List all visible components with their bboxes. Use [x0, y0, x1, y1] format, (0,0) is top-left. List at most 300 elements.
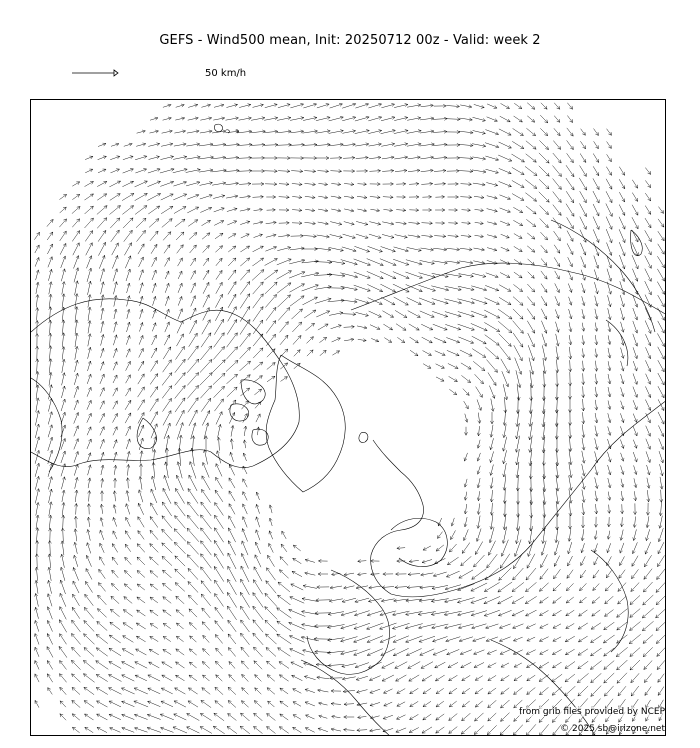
wind-arrow	[98, 595, 107, 605]
wind-arrow	[435, 558, 446, 563]
wind-arrow	[656, 582, 666, 593]
wind-arrow	[633, 400, 637, 410]
wind-arrow	[591, 648, 602, 656]
wind-arrow	[100, 439, 104, 448]
wind-arrow	[34, 232, 39, 239]
wind-arrow	[595, 349, 598, 358]
wind-arrow	[152, 257, 157, 266]
wind-arrow	[304, 235, 317, 238]
wind-arrow	[475, 209, 484, 212]
wind-arrow	[305, 183, 316, 186]
wind-arrow	[474, 555, 485, 567]
wind-arrow	[475, 222, 484, 225]
wind-arrow	[344, 573, 354, 576]
wind-arrow	[305, 702, 315, 706]
wind-arrow	[255, 542, 260, 554]
coastline-india	[591, 550, 628, 652]
wind-arrow	[214, 104, 224, 107]
wind-arrow	[176, 346, 185, 359]
wind-arrow	[277, 117, 291, 121]
wind-arrow	[190, 308, 196, 320]
wind-arrow	[632, 255, 638, 269]
wind-arrow	[302, 285, 319, 292]
wind-arrow	[578, 649, 588, 655]
wind-arrow	[176, 636, 183, 642]
wind-arrow	[48, 257, 53, 268]
wind-arrow	[124, 243, 131, 256]
wind-arrow	[606, 217, 612, 230]
wind-arrow	[175, 583, 185, 592]
wind-arrow	[530, 383, 533, 401]
wind-arrow	[305, 209, 315, 212]
wind-arrow	[252, 258, 263, 266]
wind-arrow	[85, 714, 94, 720]
wind-arrow	[62, 515, 65, 529]
wind-arrow	[60, 207, 67, 213]
wind-arrow	[35, 437, 40, 452]
wind-arrow	[151, 348, 157, 358]
wind-arrow	[397, 702, 405, 706]
wind-arrow	[240, 258, 249, 266]
wind-arrow	[620, 543, 624, 553]
wind-arrow	[214, 554, 223, 569]
wind-arrow	[61, 528, 64, 542]
wind-arrow	[487, 209, 498, 213]
wind-arrow	[187, 515, 198, 529]
wind-arrow	[607, 543, 611, 553]
wind-arrow	[318, 183, 327, 186]
wind-arrow	[318, 209, 328, 212]
wind-arrow	[97, 194, 106, 200]
wind-arrow	[114, 295, 117, 306]
wind-arrow	[188, 346, 199, 360]
wind-arrow	[620, 517, 623, 527]
wind-arrow	[202, 411, 210, 426]
wind-arrow	[642, 608, 653, 618]
wind-arrow	[567, 570, 573, 579]
wind-arrow	[150, 571, 158, 578]
wind-arrow	[396, 222, 407, 225]
wind-arrow	[48, 541, 51, 556]
wind-arrow	[75, 307, 78, 322]
wind-arrow	[644, 569, 652, 580]
wind-arrow	[646, 503, 649, 515]
wind-arrow	[432, 311, 448, 317]
wind-arrow	[556, 334, 560, 346]
wind-arrow	[101, 348, 105, 358]
wind-arrow	[539, 140, 548, 149]
wind-arrow	[433, 156, 447, 159]
wind-arrow	[395, 235, 408, 239]
wind-arrow	[445, 324, 460, 330]
wind-arrow	[306, 715, 315, 719]
wind-arrow	[202, 220, 211, 225]
wind-arrow	[490, 515, 493, 530]
wind-arrow	[227, 387, 237, 397]
wind-arrow	[594, 256, 599, 269]
wind-arrow	[100, 427, 104, 436]
wind-arrow	[160, 168, 174, 173]
wind-arrow	[215, 399, 224, 411]
wind-arrow	[75, 320, 78, 334]
wind-arrow	[330, 156, 342, 159]
wind-arrow	[60, 714, 66, 720]
wind-arrow	[369, 169, 380, 172]
wind-arrow	[554, 231, 561, 241]
wind-arrow	[111, 169, 120, 173]
wind-arrow	[178, 309, 183, 320]
wind-arrow	[240, 320, 250, 335]
wind-arrow	[513, 333, 523, 347]
wind-arrow	[410, 701, 418, 706]
wind-arrow	[647, 490, 650, 502]
wind-arrow	[215, 580, 224, 594]
wind-arrow	[569, 462, 573, 477]
wind-arrow	[213, 195, 225, 199]
wind-arrow	[595, 438, 599, 449]
wind-arrow	[267, 376, 275, 382]
wind-arrow	[74, 529, 77, 541]
wind-arrow	[225, 169, 239, 172]
wind-arrow	[35, 661, 39, 670]
wind-arrow	[86, 243, 93, 256]
wind-arrow	[646, 439, 651, 450]
wind-arrow	[227, 333, 238, 347]
wind-arrow	[461, 662, 471, 667]
wind-arrow	[279, 570, 288, 579]
wind-arrow	[150, 117, 158, 120]
wind-arrow	[553, 610, 562, 616]
wind-arrow	[87, 268, 92, 282]
wind-arrow	[556, 359, 559, 372]
wind-arrow	[47, 219, 53, 226]
wind-arrow	[253, 362, 262, 370]
wind-arrow	[138, 400, 145, 411]
wind-arrow	[645, 168, 650, 175]
wind-arrow	[485, 568, 499, 580]
wind-arrow	[254, 661, 262, 669]
wind-arrow	[566, 583, 573, 590]
wind-arrow	[542, 334, 547, 347]
wind-arrow	[75, 503, 78, 514]
wind-arrow	[581, 543, 585, 553]
wind-arrow	[215, 621, 223, 632]
wind-arrow	[281, 544, 287, 552]
wind-arrow	[315, 298, 331, 304]
wind-arrow	[85, 156, 93, 160]
wind-arrow	[477, 478, 480, 488]
wind-arrow	[464, 453, 468, 461]
wind-arrow	[135, 156, 147, 160]
wind-arrow	[126, 491, 129, 502]
wind-arrow	[513, 309, 523, 319]
wind-arrow	[487, 725, 496, 734]
wind-arrow	[434, 104, 446, 107]
wind-arrow	[109, 648, 121, 656]
wind-arrow	[318, 222, 329, 225]
wind-arrow	[148, 701, 161, 707]
wind-arrow	[36, 541, 39, 556]
wind-arrow	[101, 478, 104, 487]
wind-arrow	[62, 373, 66, 386]
wind-arrow	[255, 688, 262, 694]
wind-arrow	[581, 516, 584, 528]
wind-arrow	[514, 663, 522, 667]
wind-arrow	[97, 621, 107, 630]
wind-arrow	[449, 675, 458, 680]
wind-arrow	[436, 364, 445, 369]
wind-arrow	[292, 675, 303, 681]
wind-arrow	[485, 347, 498, 359]
wind-arrow	[331, 702, 341, 705]
wind-arrow	[446, 130, 460, 133]
wind-arrow	[228, 528, 235, 542]
wind-arrow	[202, 320, 210, 335]
wind-arrow	[48, 412, 52, 425]
wind-arrow	[630, 622, 641, 631]
wind-arrow	[136, 636, 145, 642]
wind-arrow	[228, 270, 236, 280]
wind-arrow	[256, 504, 260, 513]
wind-arrow	[396, 728, 406, 733]
wind-arrow	[567, 128, 573, 136]
wind-arrow	[591, 686, 601, 697]
wind-arrow	[487, 650, 496, 654]
wind-arrow	[74, 426, 79, 437]
wind-arrow	[591, 635, 602, 642]
wind-arrow	[606, 204, 613, 217]
wind-arrow	[342, 103, 356, 108]
wind-arrow	[190, 320, 197, 333]
wind-arrow	[100, 557, 105, 566]
wind-arrow	[229, 675, 236, 682]
wind-arrow	[100, 504, 103, 514]
wind-arrow	[289, 636, 304, 643]
wind-arrow	[189, 649, 196, 655]
wind-arrow	[49, 282, 52, 295]
wind-arrow	[633, 517, 636, 528]
wind-arrow	[201, 528, 212, 542]
wind-arrow	[35, 476, 39, 489]
wind-arrow	[227, 592, 236, 607]
wind-arrow	[153, 310, 157, 319]
wind-arrow	[658, 295, 665, 307]
wind-arrow	[139, 464, 142, 477]
wind-arrow	[329, 312, 343, 316]
wind-arrow	[595, 465, 598, 475]
wind-arrow	[318, 196, 327, 199]
wind-arrow	[539, 675, 549, 682]
wind-arrow	[61, 386, 65, 398]
wind-arrow	[472, 157, 485, 160]
wind-arrow	[75, 281, 79, 295]
wind-arrow	[127, 283, 131, 293]
wind-arrow	[355, 116, 369, 121]
wind-arrow	[316, 143, 330, 146]
wind-arrow	[472, 336, 486, 344]
wind-arrow	[460, 105, 472, 108]
wind-arrow	[660, 477, 663, 489]
wind-arrow	[200, 386, 211, 398]
wind-arrow	[582, 373, 585, 384]
wind-arrow	[526, 206, 536, 214]
wind-arrow	[330, 235, 343, 239]
wind-arrow	[355, 299, 369, 304]
wind-arrow	[594, 270, 598, 281]
wind-arrow	[266, 234, 276, 237]
wind-arrow	[126, 269, 131, 281]
wind-arrow	[215, 607, 223, 618]
wind-arrow	[164, 475, 170, 490]
wind-arrow	[514, 272, 522, 278]
wind-arrow	[487, 222, 497, 225]
wind-arrow	[329, 130, 344, 134]
wind-arrow	[423, 351, 432, 356]
wind-arrow	[434, 182, 445, 185]
wind-arrow	[621, 453, 624, 461]
wind-arrow	[60, 634, 67, 645]
wind-arrow	[526, 724, 536, 735]
wind-arrow	[344, 703, 354, 706]
wind-arrow	[254, 726, 263, 733]
wind-arrow	[60, 687, 67, 694]
wind-arrow	[97, 218, 107, 229]
wind-arrow	[188, 595, 197, 605]
wind-arrow	[630, 660, 640, 670]
wind-arrow	[553, 166, 562, 177]
wind-arrow	[633, 452, 637, 462]
wind-arrow	[87, 400, 92, 409]
wind-arrow	[147, 727, 161, 732]
wind-arrow	[215, 701, 223, 708]
wind-arrow	[225, 130, 238, 133]
wind-arrow	[459, 261, 473, 264]
wind-arrow	[342, 116, 356, 120]
wind-arrow	[135, 675, 147, 681]
wind-arrow	[242, 674, 249, 681]
wind-arrow	[204, 436, 207, 452]
wind-arrow	[201, 333, 211, 347]
wind-arrow	[420, 649, 434, 656]
wind-arrow	[203, 462, 210, 477]
wind-arrow	[35, 450, 40, 463]
wind-arrow	[241, 661, 248, 669]
wind-arrow	[460, 248, 472, 251]
wind-arrow	[568, 542, 572, 554]
wind-arrow	[465, 414, 468, 423]
wind-arrow	[582, 283, 586, 293]
wind-arrow	[620, 268, 625, 281]
wind-arrow	[606, 191, 612, 202]
wind-arrow	[541, 271, 547, 279]
wind-arrow	[513, 624, 524, 629]
wind-arrow	[100, 269, 105, 282]
wind-arrow	[657, 282, 664, 295]
wind-arrow	[370, 196, 380, 199]
wind-arrow	[96, 661, 109, 670]
wind-arrow	[278, 595, 291, 605]
wind-arrow	[48, 688, 53, 695]
wind-arrow	[200, 346, 211, 360]
wind-arrow	[214, 319, 223, 334]
wind-arrow	[568, 529, 571, 542]
wind-arrow	[306, 323, 315, 331]
wind-arrow	[216, 258, 222, 266]
wind-arrow	[658, 399, 664, 410]
wind-arrow	[113, 517, 117, 526]
wind-arrow	[512, 181, 524, 188]
wind-arrow	[568, 385, 571, 399]
wind-arrow	[320, 350, 326, 355]
wind-arrow	[189, 623, 196, 630]
wind-arrow	[436, 545, 444, 551]
wind-arrow	[48, 425, 53, 437]
wind-arrow	[256, 530, 260, 540]
wind-arrow	[110, 727, 121, 732]
wind-arrow	[462, 543, 470, 554]
wind-arrow	[151, 412, 158, 425]
wind-arrow	[659, 516, 663, 529]
wind-arrow	[526, 219, 535, 226]
wind-arrow	[477, 453, 480, 461]
wind-arrow	[448, 182, 459, 185]
wind-arrow	[189, 333, 198, 347]
wind-arrow	[645, 542, 651, 554]
wind-arrow	[176, 623, 183, 629]
wind-arrow	[305, 559, 315, 563]
wind-arrow	[382, 311, 393, 318]
wind-arrow	[59, 674, 66, 683]
wind-arrow	[486, 624, 499, 629]
wind-arrow	[464, 517, 467, 527]
wind-arrow	[540, 597, 549, 603]
wind-arrow	[595, 374, 598, 384]
wind-arrow	[656, 608, 666, 618]
wind-arrow	[49, 359, 52, 374]
wind-arrow	[161, 688, 172, 694]
wind-arrow	[582, 323, 585, 332]
wind-arrow	[397, 337, 404, 342]
wind-arrow	[165, 258, 170, 267]
wind-arrow	[460, 196, 471, 199]
wind-arrow	[238, 143, 252, 146]
wind-arrow	[408, 169, 420, 172]
wind-arrow	[174, 130, 185, 133]
wind-arrow	[579, 178, 586, 190]
wind-arrow	[397, 195, 406, 198]
wind-arrow	[73, 243, 80, 255]
wind-arrow	[87, 517, 90, 527]
wind-arrow	[148, 675, 160, 681]
wind-arrow	[367, 649, 383, 656]
wind-arrow	[214, 208, 225, 212]
wind-arrow	[47, 232, 53, 240]
wind-arrow	[292, 309, 303, 319]
wind-arrow	[607, 531, 610, 540]
wind-arrow	[594, 531, 597, 540]
wind-arrow	[512, 167, 524, 174]
wind-arrow	[75, 346, 79, 359]
wind-arrow	[329, 143, 343, 146]
wind-arrow	[178, 448, 181, 466]
wind-arrow	[138, 531, 144, 540]
wind-arrow	[605, 596, 614, 604]
wind-arrow	[188, 568, 198, 579]
wind-arrow	[126, 388, 131, 396]
wind-arrow	[408, 662, 420, 669]
wind-arrow	[35, 463, 40, 477]
wind-arrow	[315, 286, 332, 290]
